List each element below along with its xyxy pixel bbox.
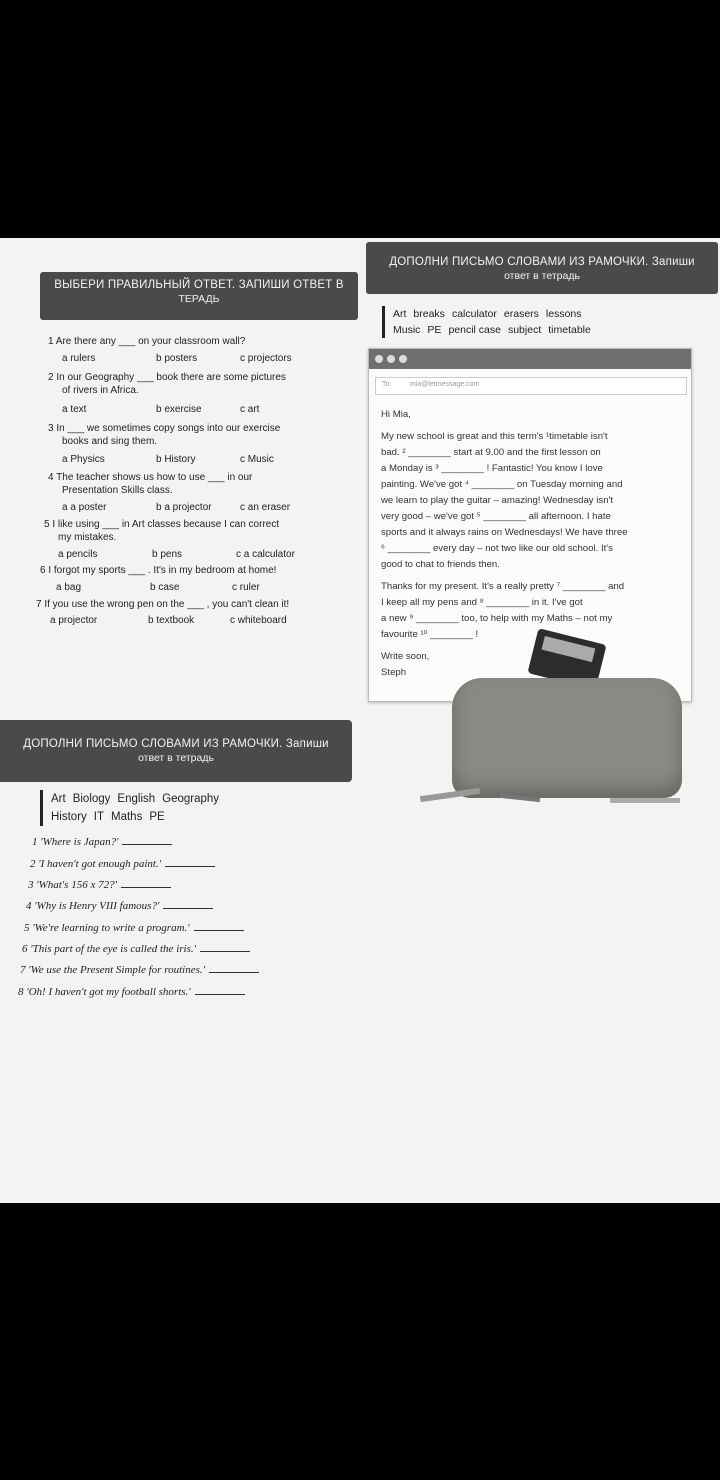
email-greeting: Hi Mia, [381, 409, 411, 420]
word-row [51, 790, 226, 808]
word: PE [149, 811, 165, 823]
email-closing: Write soon, [381, 651, 430, 662]
word-row [51, 808, 226, 826]
window-dot-icon [399, 355, 407, 363]
option: c an eraser [240, 502, 291, 513]
window-dot-icon [375, 355, 383, 363]
question: 5 I like using ___ in Art classes because I can correct [44, 519, 280, 530]
banner-line: ответ в тетрадь [138, 752, 214, 764]
email-line: ⁶ ________ every day – not two like our old school. It's [381, 543, 613, 554]
word: Art [51, 793, 66, 805]
letter-word-box [382, 306, 598, 338]
word: Music [393, 324, 421, 336]
word: calculator [451, 308, 497, 320]
option-selected: b posters [156, 353, 198, 364]
sentence-item [24, 922, 244, 934]
question: 1 Are there any ___ on your classroom wall? [48, 336, 246, 347]
stationery-image [410, 778, 690, 808]
word: timetable [548, 324, 591, 336]
option: a a poster [62, 502, 107, 513]
banner-line: ВЫБЕРИ ПРАВИЛЬНЫЙ ОТВЕТ. ЗАПИШИ ОТВЕТ В [54, 279, 344, 291]
sentence-text: 8 'Oh! I haven't got my football shorts.' [18, 986, 191, 998]
option: c whiteboard [230, 615, 287, 626]
option: a pencils [58, 549, 98, 560]
email-title-bar [369, 349, 691, 369]
sentence-item [18, 986, 245, 998]
email-line: we learn to play the guitar – amazing! Wednesday isn't [381, 495, 614, 506]
word: Biology [72, 793, 111, 805]
option: a text [62, 404, 87, 415]
word-row [393, 306, 598, 322]
email-line: favourite ¹⁰ ________ ! [381, 629, 479, 640]
sentence-text: 7 'We use the Present Simple for routines.' [20, 964, 205, 976]
email-line: a new ⁹ ________ too, to help with my Maths – not my [381, 613, 613, 624]
email-signature: Steph [381, 667, 407, 678]
banner-line: ТЕРАДЬ [178, 293, 220, 305]
word: History [51, 811, 87, 823]
email-line: I keep all my pens and ⁸ ________ in it. I've got [381, 597, 583, 608]
email-line: good to chat to friends then. [381, 559, 500, 570]
word: English [117, 793, 156, 805]
sentence-item [26, 900, 213, 912]
sentence-text: 2 'I haven't got enough paint.' [30, 858, 162, 870]
sentence-text: 5 'We're learning to write a program.' [24, 922, 190, 934]
email-window [368, 348, 692, 702]
sentence-text: 3 'What's 156 x 72?' [28, 879, 117, 891]
option: c projectors [240, 353, 292, 364]
word-row [393, 322, 598, 338]
sentence-item [32, 836, 172, 848]
option: c ruler [232, 582, 260, 593]
sentence-item [30, 858, 215, 870]
option: b a projector [156, 502, 212, 513]
question-cont: books and sing them. [62, 436, 158, 447]
sentence-item [22, 943, 250, 955]
subject-word-box [40, 790, 226, 826]
question: 6 I forgot my sports ___ . It's in my bedroom at home! [40, 565, 277, 576]
exercise-banner-letter [366, 242, 718, 294]
banner-line: ответ в тетрадь [504, 270, 580, 282]
sentence-text: 6 'This part of the eye is called the iris.' [22, 943, 196, 955]
question-cont: Presentation Skills class. [62, 485, 173, 496]
word: subject [507, 324, 542, 336]
email-line: My new school is great and this term's ¹timetable isn't [381, 431, 608, 442]
option: a bag [56, 582, 82, 593]
banner-line: ДОПОЛНИ ПИСЬМО СЛОВАМИ ИЗ РАМОЧКИ. Запиши [23, 738, 329, 750]
option: a Physics [62, 454, 105, 465]
email-line: a Monday is ³ ________ ! Fantastic! You know I love [381, 463, 603, 474]
option: b textbook [148, 615, 195, 626]
sentence-item [20, 964, 259, 976]
option: b case [150, 582, 180, 593]
word: IT [93, 811, 105, 823]
exercise-banner-choose [40, 272, 358, 320]
word: Geography [162, 793, 220, 805]
to-value: mia@letmessage.com [410, 381, 480, 388]
sentence-item [28, 879, 171, 891]
textbook-page [0, 238, 720, 1203]
word: breaks [413, 308, 445, 320]
question: 2 In our Geography ___ book there are some pictures [48, 372, 286, 383]
word: Art [393, 308, 407, 320]
email-line: Thanks for my present. It's a really pretty ⁷ ________ and [381, 581, 625, 592]
option: c a calculator [236, 549, 295, 560]
word: PE [427, 324, 442, 336]
email-line: sports and it always rains on Wednesdays! We have three [381, 527, 628, 538]
to-label: To: [382, 381, 392, 388]
stationery-image [410, 778, 690, 808]
word: Maths [111, 811, 143, 823]
exercise-banner-subjects [0, 720, 352, 782]
option: c Music [240, 454, 274, 465]
word: lessons [545, 308, 582, 320]
question-cont: my mistakes. [58, 532, 117, 543]
sentence-text: 1 'Where is Japan?' [32, 836, 119, 848]
option: b pens [152, 549, 183, 560]
question-cont: of rivers in Africa. [62, 385, 139, 396]
sentence-text: 4 'Why is Henry VIII famous?' [26, 900, 160, 912]
email-to-field [375, 377, 687, 395]
window-dot-icon [387, 355, 395, 363]
word: pencil case [448, 324, 501, 336]
email-line: very good – we've got ⁵ ________ all afternoon. I hate [381, 511, 611, 522]
email-line: bad. ² ________ start at 9.00 and the first lesson on [381, 447, 601, 458]
option: b History [156, 454, 196, 465]
email-line: painting. We've got ⁴ ________ on Tuesday morning and [381, 479, 623, 490]
word: erasers [503, 308, 539, 320]
option: c art [240, 404, 260, 415]
banner-line: ДОПОЛНИ ПИСЬМО СЛОВАМИ ИЗ РАМОЧКИ. Запиши [389, 256, 695, 268]
option: a projector [50, 615, 98, 626]
question: 7 If you use the wrong pen on the ___ , you can't clean it! [36, 599, 290, 610]
option: b exercise [156, 404, 202, 415]
question: 3 In ___ we sometimes copy songs into our exercise [48, 423, 281, 434]
option: a rulers [62, 353, 96, 364]
question: 4 The teacher shows us how to use ___ in our [48, 472, 253, 483]
